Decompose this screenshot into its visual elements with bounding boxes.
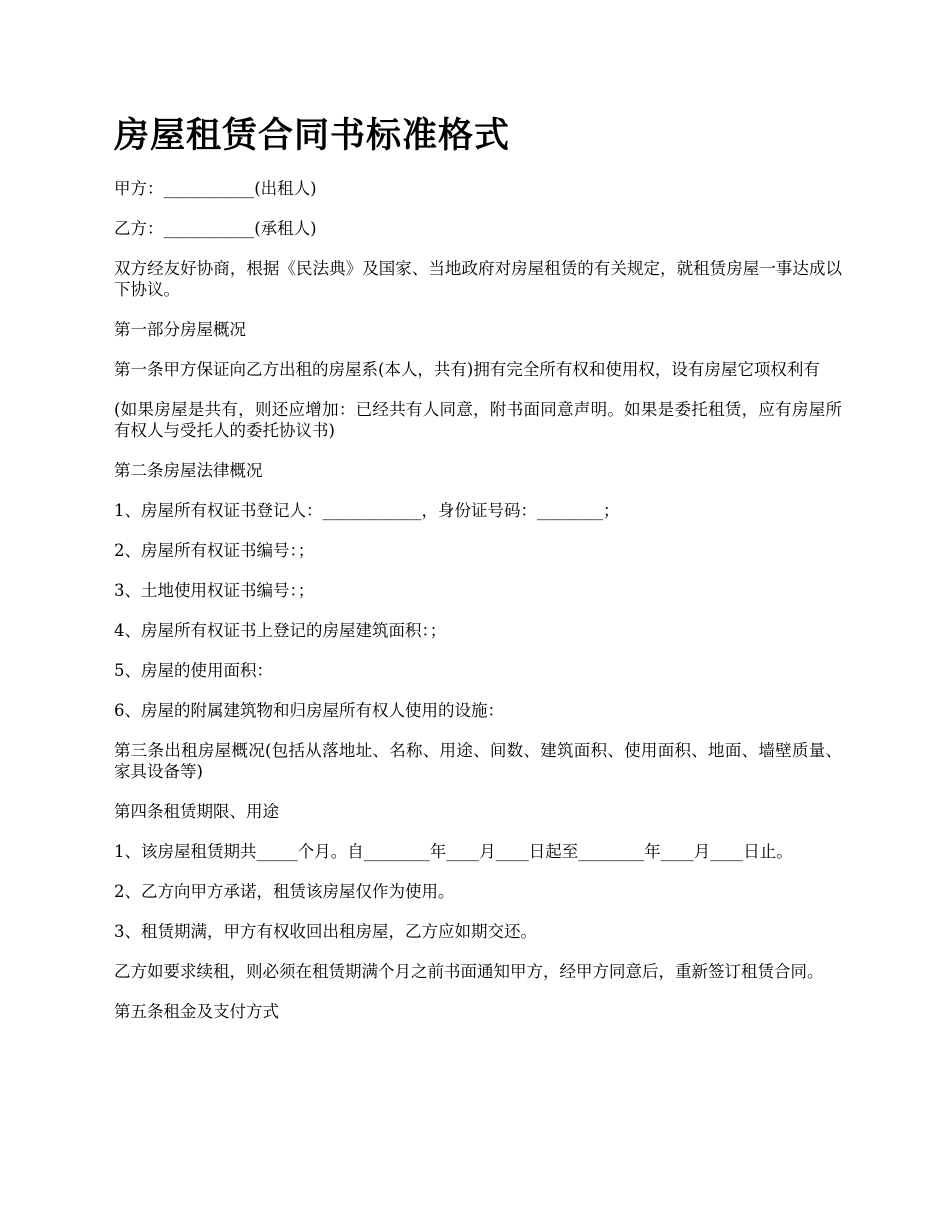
list-item: 3、租赁期满，甲方有权收回出租房屋，乙方应如期交还。: [114, 922, 537, 941]
list-item: 1、该房屋租赁期共_____个月。自________年____月____日起至________年____月____日止。: [114, 842, 793, 861]
list-item: 1、房屋所有权证书登记人：____________，身份证号码：________；: [114, 501, 620, 520]
list-item: 6、房屋的附属建筑物和归房屋所有权人使用的设施：: [114, 701, 504, 720]
preamble-paragraph: 双方经友好协商，根据《民法典》及国家、当地政府对房屋租赁的有关规定，就租赁房屋一事达成以下协议。: [114, 259, 842, 299]
party-a-line: 甲方：___________(出租人): [114, 179, 317, 198]
document-title: 房屋租赁合同书标准格式: [114, 115, 511, 156]
party-b-line: 乙方：___________(承租人): [114, 219, 317, 238]
list-item: 3、土地使用权证书编号：；: [114, 581, 315, 600]
list-item: 4、房屋所有权证书上登记的房屋建筑面积：；: [114, 621, 447, 640]
document-page: [114, 110, 842, 1041]
article-one-paragraph: 第一条甲方保证向乙方出租的房屋系(本人，共有)拥有完全所有权和使用权，设有房屋它项权利有: [114, 360, 820, 379]
list-item: 5、房屋的使用面积：: [114, 661, 273, 680]
list-item: 2、乙方向甲方承诺，租赁该房屋仅作为使用。: [114, 882, 455, 901]
article-one-note: (如果房屋是共有，则还应增加：已经共有人同意，附书面同意声明。如果是委托租赁，应有房屋所有权人与受托人的委托协议书): [114, 400, 842, 440]
list-item: 2、房屋所有权证书编号：；: [114, 541, 315, 560]
article-three-paragraph: 第三条出租房屋概况(包括从落地址、名称、用途、间数、建筑面积、使用面积、地面、墙壁质量、家具设备等): [114, 741, 842, 781]
article-two-heading: 第二条房屋法律概况: [114, 461, 263, 480]
article-five-heading: 第五条租金及支付方式: [114, 1002, 279, 1021]
section-heading-part-one: 第一部分房屋概况: [114, 320, 246, 339]
article-four-heading: 第四条租赁期限、用途: [114, 802, 279, 821]
renewal-paragraph: 乙方如要求续租，则必须在租赁期满个月之前书面通知甲方，经甲方同意后，重新签订租赁合同。: [114, 962, 824, 981]
